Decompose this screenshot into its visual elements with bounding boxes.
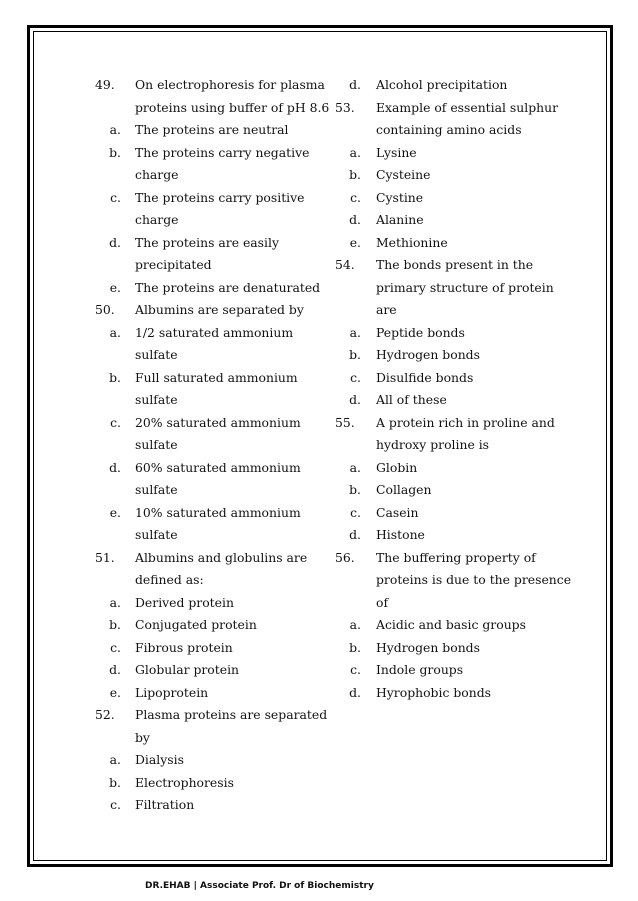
option-letter: d.: [349, 212, 361, 227]
option-letter: a.: [349, 144, 361, 160]
option-text: Globin: [376, 459, 418, 475]
option-letter: a.: [349, 617, 361, 632]
option-letter: c.: [350, 662, 361, 677]
continuation-line: [335, 569, 572, 592]
answer-option: [95, 142, 315, 165]
option-text: Peptide bonds: [376, 324, 465, 340]
continuation-text: hydroxy proline is: [376, 437, 490, 452]
option-letter: c.: [110, 639, 121, 655]
answer-option: [95, 277, 321, 300]
answer-option: [95, 457, 315, 480]
option-letter: d.: [349, 527, 361, 542]
option-text: Derived protein: [135, 594, 234, 610]
answer-option: [335, 187, 550, 210]
option-letter: d.: [109, 662, 121, 677]
question-number: 54.: [335, 257, 355, 272]
right-question-column: [335, 74, 572, 704]
answer-option: [95, 749, 315, 772]
option-text: The proteins carry negative: [135, 144, 310, 160]
continuation-line: [95, 434, 315, 457]
option-letter: c.: [110, 414, 121, 430]
question-number: 53.: [335, 99, 355, 115]
continuation-line: [95, 97, 330, 120]
answer-option: [335, 479, 550, 502]
option-letter: b.: [109, 144, 121, 160]
option-letter: a.: [349, 459, 361, 475]
question-text: The buffering property of: [376, 549, 536, 565]
continuation-text: of: [376, 594, 389, 610]
option-letter: c.: [350, 504, 361, 520]
option-letter: c.: [350, 369, 361, 385]
answer-option: [95, 322, 315, 345]
option-text: Casein: [376, 504, 419, 520]
option-text: Acidic and basic groups: [376, 617, 526, 632]
question-text: On electrophoresis for plasma: [135, 77, 325, 92]
answer-option: [335, 142, 550, 165]
option-text: Fibrous protein: [135, 639, 233, 655]
option-letter: e.: [109, 504, 121, 520]
option-letter: e.: [109, 279, 121, 295]
continuation-text: proteins is due to the presence: [376, 572, 572, 587]
answer-option: [335, 164, 550, 187]
question-number: 49.: [95, 77, 115, 92]
continuation-text: proteins using buffer of pH 8.6: [135, 99, 330, 115]
answer-option: [95, 682, 315, 705]
question-number: 52.: [95, 707, 115, 722]
option-letter: e.: [349, 234, 361, 250]
option-letter: b.: [109, 617, 121, 632]
continuation-text: sulfate: [135, 527, 178, 542]
continuation-text: by: [135, 729, 150, 745]
continuation-text: precipitated: [135, 257, 212, 272]
option-letter: d.: [349, 684, 361, 700]
answer-option: [95, 412, 315, 435]
continuation-line: [335, 277, 554, 300]
option-letter: b.: [109, 369, 121, 385]
question-number: 51.: [95, 549, 115, 565]
answer-option: [335, 614, 550, 637]
option-text: Histone: [376, 527, 425, 542]
answer-option: [335, 367, 550, 390]
continuation-line: [95, 479, 315, 502]
option-letter: a.: [109, 324, 121, 340]
answer-option: [335, 659, 550, 682]
answer-option: [335, 74, 550, 97]
answer-option: [335, 502, 550, 525]
answer-option: [95, 794, 315, 817]
option-text: Full saturated ammonium: [135, 369, 298, 385]
question-line: [335, 97, 559, 120]
question-number: 50.: [95, 302, 115, 317]
answer-option: [335, 209, 550, 232]
option-letter: a.: [109, 752, 121, 767]
question-text: Plasma proteins are separated: [135, 707, 328, 722]
option-letter: c.: [110, 189, 121, 205]
option-text: Conjugated protein: [135, 617, 257, 632]
option-letter: b.: [349, 482, 361, 497]
option-letter: b.: [109, 774, 121, 790]
question-text: Albumins are separated by: [135, 302, 304, 317]
continuation-text: defined as:: [135, 572, 204, 587]
option-letter: d.: [109, 459, 121, 475]
answer-option: [95, 119, 315, 142]
option-text: Hydrogen bonds: [376, 347, 480, 362]
answer-option: [95, 502, 315, 525]
option-text: Hydrogen bonds: [376, 639, 480, 655]
answer-option: [335, 682, 550, 705]
answer-option: [95, 232, 315, 255]
continuation-line: [95, 389, 315, 412]
question-line: [335, 412, 555, 435]
option-text: Indole groups: [376, 662, 464, 677]
option-text: Hyrophobic bonds: [376, 684, 491, 700]
option-text: Electrophoresis: [135, 774, 234, 790]
option-text: Disulfide bonds: [376, 369, 474, 385]
continuation-line: [95, 164, 315, 187]
answer-option: [95, 659, 315, 682]
option-text: Collagen: [376, 482, 432, 497]
option-text: Dialysis: [135, 752, 184, 767]
continuation-line: [335, 592, 550, 615]
question-text: Albumins and globulins are: [135, 549, 308, 565]
option-text: Globular protein: [135, 662, 240, 677]
continuation-line: [95, 254, 315, 277]
answer-option: [335, 637, 550, 660]
answer-option: [95, 367, 315, 390]
continuation-line: [95, 209, 315, 232]
question-number: 55.: [335, 414, 355, 430]
continuation-text: sulfate: [135, 482, 178, 497]
question-text: The bonds present in the: [376, 257, 534, 272]
option-text: Alanine: [376, 212, 424, 227]
continuation-text: sulfate: [135, 347, 178, 362]
continuation-text: sulfate: [135, 392, 178, 407]
answer-option: [335, 457, 550, 480]
answer-option: [335, 322, 550, 345]
continuation-line: [95, 727, 315, 750]
question-line: [95, 704, 328, 727]
left-question-column: [95, 74, 330, 817]
continuation-line: [335, 434, 550, 457]
continuation-text: primary structure of protein: [376, 279, 554, 295]
answer-option: [95, 592, 315, 615]
question-number: 56.: [335, 549, 355, 565]
answer-option: [335, 524, 550, 547]
option-text: 60% saturated ammonium: [135, 459, 301, 475]
option-letter: c.: [350, 189, 361, 205]
question-line: [335, 254, 550, 277]
answer-option: [335, 389, 550, 412]
option-letter: b.: [349, 167, 361, 182]
option-letter: d.: [349, 77, 361, 92]
option-text: 1/2 saturated ammonium: [135, 324, 294, 340]
answer-option: [335, 344, 550, 367]
option-letter: c.: [110, 797, 121, 812]
continuation-text: sulfate: [135, 437, 178, 452]
option-text: Lipoprotein: [135, 684, 209, 700]
option-text: Cystine: [376, 189, 424, 205]
option-text: Cysteine: [376, 167, 431, 182]
continuation-line: [95, 569, 315, 592]
option-text: The proteins are neutral: [135, 122, 289, 137]
question-line: [95, 299, 315, 322]
option-letter: d.: [349, 392, 361, 407]
option-text: Filtration: [135, 797, 195, 812]
option-text: 20% saturated ammonium: [135, 414, 301, 430]
answer-option: [95, 614, 315, 637]
continuation-text: charge: [135, 167, 179, 182]
question-text: Example of essential sulphur: [376, 99, 559, 115]
option-text: All of these: [376, 392, 447, 407]
question-text: A protein rich in proline and: [376, 414, 555, 430]
continuation-text: charge: [135, 212, 179, 227]
footer-author-credit: DR.EHAB | Associate Prof. Dr of Biochemistry: [145, 881, 374, 891]
question-line: [335, 547, 550, 570]
answer-option: [95, 187, 315, 210]
continuation-line: [335, 119, 550, 142]
continuation-text: are: [376, 302, 397, 317]
continuation-text: containing amino acids: [376, 122, 522, 137]
option-text: Methionine: [376, 234, 448, 250]
continuation-line: [95, 344, 315, 367]
option-letter: e.: [109, 684, 121, 700]
option-letter: a.: [109, 122, 121, 137]
option-letter: b.: [349, 639, 361, 655]
option-text: The proteins are denaturated: [135, 279, 321, 295]
option-letter: a.: [349, 324, 361, 340]
continuation-line: [335, 299, 550, 322]
answer-option: [335, 232, 550, 255]
question-line: [95, 74, 325, 97]
answer-option: [95, 772, 315, 795]
option-text: 10% saturated ammonium: [135, 504, 301, 520]
option-text: The proteins carry positive: [135, 189, 305, 205]
option-text: The proteins are easily: [135, 234, 279, 250]
option-letter: a.: [109, 594, 121, 610]
option-text: Lysine: [376, 144, 417, 160]
option-letter: b.: [349, 347, 361, 362]
question-line: [95, 547, 315, 570]
continuation-line: [95, 524, 315, 547]
option-text: Alcohol precipitation: [376, 77, 508, 92]
answer-option: [95, 637, 315, 660]
option-letter: d.: [109, 234, 121, 250]
